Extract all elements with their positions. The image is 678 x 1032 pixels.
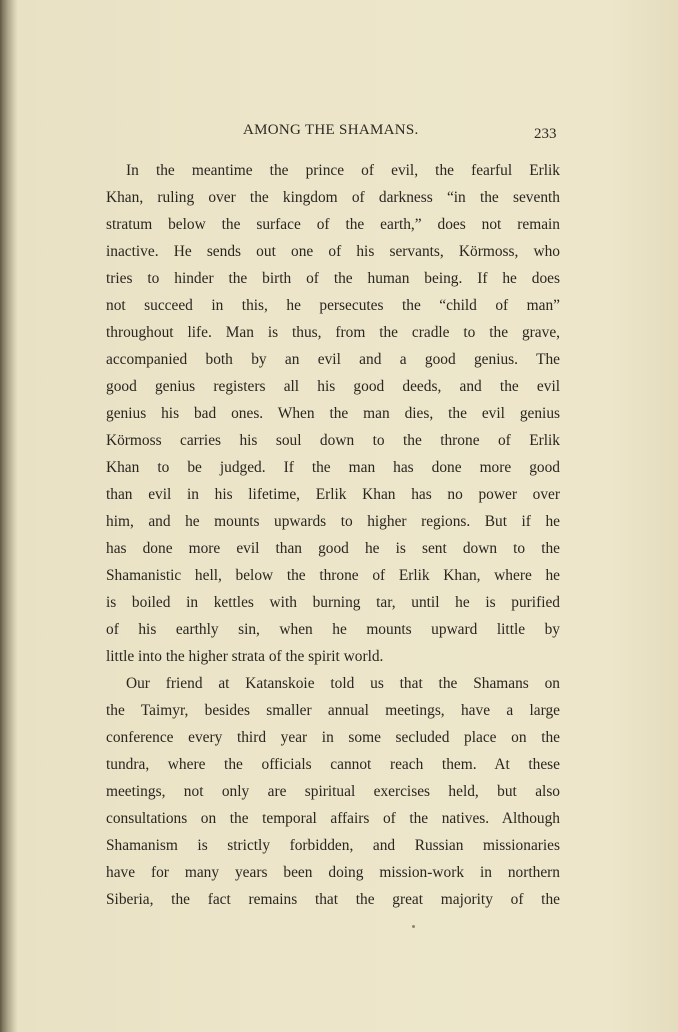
text-line: meetings, not only are spiritual exercises held, but also: [106, 783, 560, 800]
page-number: 233: [534, 126, 557, 142]
text-line: good genius registers all his good deeds, and the evil: [106, 378, 560, 395]
text-line: tries to hinder the birth of the human being. If he does: [106, 270, 560, 287]
text-line: little into the higher strata of the spirit world.: [106, 648, 384, 665]
text-line: throughout life. Man is thus, from the cradle to the grave,: [106, 324, 560, 341]
text-line: has done more evil than good he is sent down to the: [106, 540, 560, 557]
text-line: is boiled in kettles with burning tar, until he is purified: [106, 594, 560, 611]
text-line: Khan, ruling over the kingdom of darkness “in the seventh: [106, 189, 560, 206]
text-line: Shamanism is strictly forbidden, and Russian missionaries: [106, 837, 560, 854]
body-text: [106, 157, 560, 913]
text-line: of his earthly sin, when he mounts upward little by: [106, 621, 560, 638]
text-line: In the meantime the prince of evil, the fearful Erlik: [126, 162, 560, 179]
paper-speck: [412, 925, 415, 928]
binding-gutter-shadow: [0, 0, 18, 1032]
text-line: Körmoss carries his soul down to the throne of Erlik: [106, 432, 560, 449]
text-line: accompanied both by an evil and a good genius. The: [106, 351, 560, 368]
text-line: Shamanistic hell, below the throne of Erlik Khan, where he: [106, 567, 560, 584]
text-line: the Taimyr, besides smaller annual meetings, have a large: [106, 702, 560, 719]
text-line: Our friend at Katanskoie told us that the Shamans on: [126, 675, 560, 692]
text-line: genius his bad ones. When the man dies, the evil genius: [106, 405, 560, 422]
text-line: conference every third year in some secluded place on the: [106, 729, 560, 746]
text-line: not succeed in this, he persecutes the “child of man”: [106, 297, 560, 314]
text-line: stratum below the surface of the earth,” does not remain: [106, 216, 560, 233]
text-line: inactive. He sends out one of his servants, Körmoss, who: [106, 243, 560, 260]
running-title: AMONG THE SHAMANS.: [243, 122, 419, 138]
text-line: Khan to be judged. If the man has done more good: [106, 459, 560, 476]
text-line: Siberia, the fact remains that the great majority of the: [106, 891, 560, 908]
text-line: him, and he mounts upwards to higher regions. But if he: [106, 513, 560, 530]
text-line: than evil in his lifetime, Erlik Khan has no power over: [106, 486, 560, 503]
text-line: tundra, where the officials cannot reach them. At these: [106, 756, 560, 773]
text-line: consultations on the temporal affairs of the natives. Although: [106, 810, 560, 827]
text-line: have for many years been doing mission-work in northern: [106, 864, 560, 881]
